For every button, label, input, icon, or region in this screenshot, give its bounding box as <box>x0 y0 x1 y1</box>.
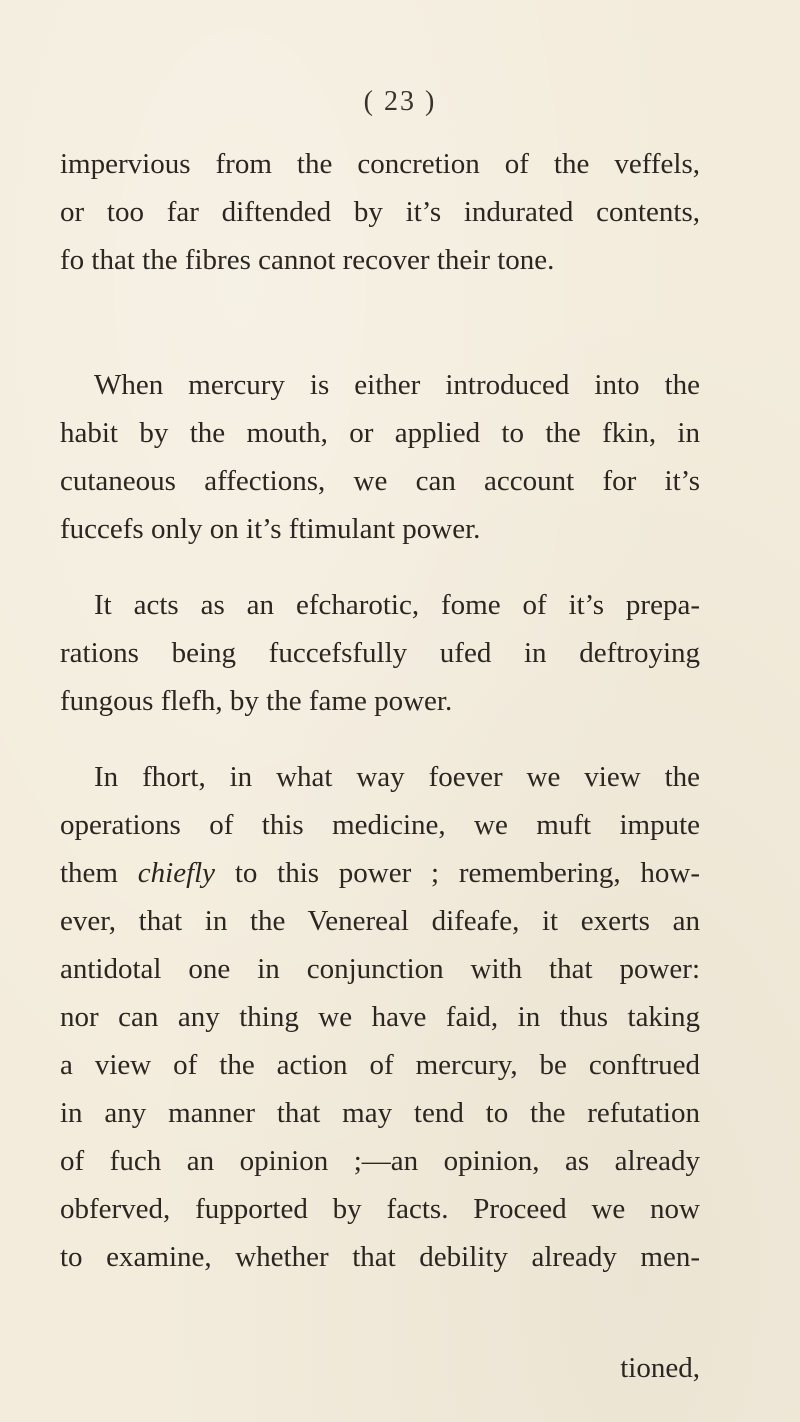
text-fragment: them <box>60 857 118 889</box>
text-line: obferved, fupported by facts. Proceed we now <box>60 1193 700 1225</box>
text-line: fuccefs only on it’s ftimulant power. <box>60 513 481 545</box>
text-line: a view of the action of mercury, be conftrued <box>60 1049 700 1081</box>
text-line: or too far diftended by it’s indurated contents, <box>60 196 700 228</box>
catchword-block <box>60 1344 700 1392</box>
paragraph-1 <box>60 140 700 284</box>
catchword: tioned, <box>620 1352 700 1384</box>
text-line: fungous flefh, by the fame power. <box>60 685 453 717</box>
text-line: ever, that in the Venereal difeafe, it exerts an <box>60 905 700 937</box>
text-line: cutaneous affections, we can account for it’s <box>60 465 700 497</box>
text-line-with-emphasis <box>60 849 700 897</box>
paragraph-4 <box>60 753 700 1281</box>
text-line: habit by the mouth, or applied to the fkin, in <box>60 417 700 449</box>
text-line: rations being fuccefsfully ufed in deftroying <box>60 637 700 669</box>
text-line: of fuch an opinion ;—an opinion, as already <box>60 1145 700 1177</box>
text-line: It acts as an efcharotic, fome of it’s prepa- <box>94 589 700 621</box>
paragraph-2 <box>60 361 700 553</box>
text-line: impervious from the concretion of the veffels, <box>60 148 700 180</box>
text-line: In fhort, in what way foever we view the <box>94 761 700 793</box>
text-line: to examine, whether that debility already men- <box>60 1241 700 1273</box>
text-line: antidotal one in conjunction with that power: <box>60 953 700 985</box>
text-fragment: to this power ; remembering, how- <box>234 857 701 889</box>
page-number: ( 23 ) <box>363 86 437 117</box>
text-line: nor can any thing we have faid, in thus taking <box>60 1001 700 1033</box>
text-line: fo that the fibres cannot recover their tone. <box>60 244 555 276</box>
text-line: operations of this medicine, we muft impute <box>60 809 700 841</box>
text-line: When mercury is either introduced into the <box>94 369 700 401</box>
text-line: in any manner that may tend to the refutation <box>60 1097 700 1129</box>
paragraph-3 <box>60 581 700 725</box>
emphasis-word: chiefly <box>137 857 216 889</box>
